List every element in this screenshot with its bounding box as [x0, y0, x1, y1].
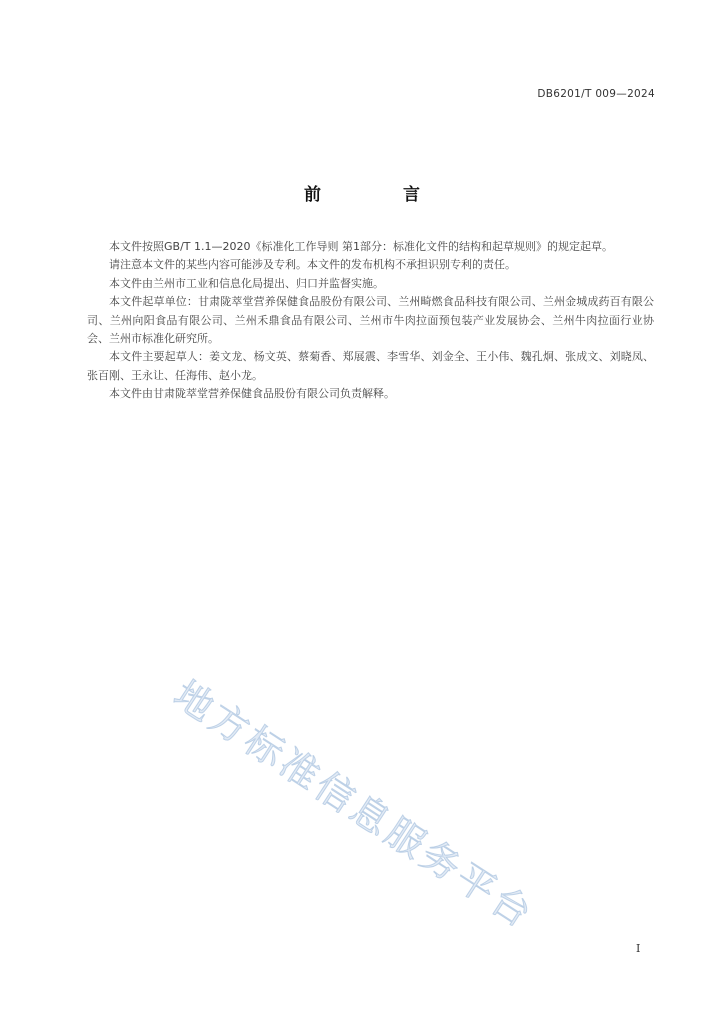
- page-title: 前 言: [304, 185, 458, 205]
- paragraph-interpretation: 本文件由甘肃陇萃堂营养保健食品股份有限公司负责解释。: [109, 387, 395, 401]
- document-code: DB6201/T 009—2024: [537, 88, 655, 100]
- paragraph-patent-notice: 请注意本文件的某些内容可能涉及专利。本文件的发布机构不承担识别专利的责任。: [109, 258, 516, 272]
- foreword-body: [87, 238, 654, 404]
- paragraph-drafting-units: 本文件起草单位：甘肃陇萃堂营养保健食品股份有限公司、兰州畸燃食品科技有限公司、兰州金城成药百有限公司、兰州向阳食品有限公司、兰州禾鼎食品有限公司、兰州市牛肉拉面预包装产业发展协会、兰州牛肉拉面行业协会、兰州市标准化研究所。: [87, 295, 654, 346]
- paragraph-drafting-rules: 本文件按照GB/T 1.1—2020《标准化工作导则 第1部分：标准化文件的结构和起草规则》的规定起草。: [109, 240, 613, 253]
- paragraph-drafters: 本文件主要起草人：姜文龙、杨文英、蔡菊香、郑展震、李雪华、刘金全、王小伟、魏孔炯、张成文、刘晓凤、张百刚、王永让、任海伟、赵小龙。: [87, 350, 654, 382]
- page-number: I: [636, 942, 641, 955]
- paragraph-proposer: 本文件由兰州市工业和信息化局提出、归口并监督实施。: [109, 276, 384, 290]
- watermark-text: 地方标准信息服务平台: [166, 671, 543, 938]
